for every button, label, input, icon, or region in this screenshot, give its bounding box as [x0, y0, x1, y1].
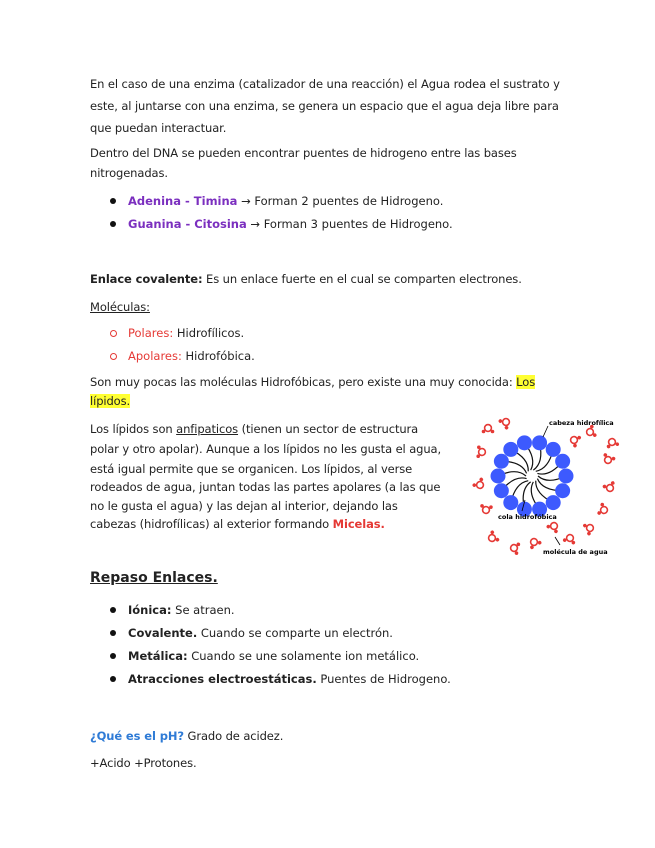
water-molecule	[602, 481, 617, 494]
hydrophilic-head	[503, 495, 518, 510]
note-highlight: Los	[516, 375, 536, 389]
pair-name: Guanina - Citosina	[128, 217, 247, 231]
lipids-line-5: no le gusta el agua) y las dejan al interior, dejando las	[90, 499, 398, 513]
lipids-line-4: rodeados de agua, juntan todas las partes apolares (a las que	[90, 480, 441, 494]
hydrophobic-note-line-1	[90, 371, 535, 393]
intro-line-2: este, al juntarse con una enzima, se genera un espacio que el agua deja libre para	[90, 99, 559, 113]
hydrophilic-head	[546, 495, 561, 510]
figure-labels	[498, 419, 614, 556]
water-molecule	[482, 425, 495, 434]
hydrophilic-head	[503, 442, 518, 457]
ph-protons-line: +Acido +Protones.	[90, 756, 197, 770]
lipids-line-6	[90, 513, 385, 535]
hydrophilic-head	[555, 483, 570, 498]
water-molecule	[509, 541, 520, 555]
pair-desc: → Forman 2 puentes de Hidrogeno.	[241, 194, 444, 208]
review-list	[110, 599, 451, 691]
water-molecule	[562, 533, 577, 545]
hydrophilic-head	[532, 435, 547, 450]
water-molecule	[476, 445, 486, 458]
molecules-label-text: Moléculas:	[90, 300, 150, 314]
molecule-desc: Hidrofílicos.	[173, 326, 245, 340]
label-head: cabeza hidrofílica	[549, 419, 614, 427]
water-molecule	[527, 536, 542, 550]
water-molecule	[568, 433, 582, 448]
note-highlight: lípidos.	[90, 394, 131, 408]
molecules-list	[110, 322, 255, 368]
ph-question: ¿Qué es el pH?	[90, 729, 184, 743]
bond-desc: Cuando se comparte un electrón.	[197, 626, 393, 640]
hydrophobic-note-line-2	[90, 390, 130, 412]
covalent-desc: Es un enlace fuerte en el cual se comparten electrones.	[202, 272, 522, 286]
bond-term: Iónica:	[128, 603, 172, 617]
water-molecule	[597, 502, 609, 517]
intro-line-3: que puedan interactuar.	[90, 121, 227, 135]
dna-line-1: Dentro del DNA se pueden encontrar puentes de hidrogeno entre las bases	[90, 146, 517, 160]
ph-question-line	[90, 725, 283, 747]
pair-desc: → Forman 3 puentes de Hidrogeno.	[250, 217, 453, 231]
covalent-term: Enlace covalente:	[90, 272, 203, 286]
hydrophilic-head	[559, 469, 574, 484]
water-molecule	[498, 415, 513, 430]
molecule-desc: Hidrofóbica.	[181, 349, 255, 363]
hydrophilic-head	[491, 469, 506, 484]
water-molecule	[601, 453, 616, 466]
hydrophilic-head	[546, 442, 561, 457]
lipids-text: cabezas (hidrofílicas) al exterior formando	[90, 517, 333, 531]
lipids-line-3: está igual permite que se organicen. Los lípidos, al verse	[90, 462, 413, 476]
review-title: Repaso Enlaces.	[90, 570, 218, 586]
lipids-text: Los lípidos son	[90, 422, 177, 436]
dna-pairs-list	[110, 190, 453, 236]
intro-line-1: En el caso de una enzima (catalizador de una reacción) el Agua rodea el sustrato y	[90, 77, 560, 91]
bond-desc: Cuando se une solamente ion metálico.	[187, 649, 420, 663]
micelle-core	[491, 435, 574, 516]
label-tail: cola hidrofóbica	[498, 513, 557, 521]
lipids-text: (tienen un sector de estructura	[238, 422, 419, 436]
list-item	[110, 668, 451, 691]
list-item	[110, 645, 451, 668]
list-item	[110, 322, 255, 345]
list-item	[110, 622, 451, 645]
bond-term: Covalente.	[128, 626, 198, 640]
micelle-figure	[470, 410, 630, 562]
list-item	[110, 213, 453, 236]
molecule-type: Apolares:	[128, 349, 182, 363]
hydrophilic-head	[494, 483, 509, 498]
water-molecule	[479, 504, 493, 514]
bond-desc: Puentes de Hidrogeno.	[316, 672, 451, 686]
list-item	[110, 190, 453, 213]
molecules-label	[90, 296, 150, 318]
hydrophilic-head	[494, 454, 509, 469]
micelas-term: Micelas.	[332, 517, 385, 531]
note-text: Son muy pocas las moléculas Hidrofóbicas, pero existe una muy conocida:	[90, 375, 517, 389]
pair-name: Adenina - Timina	[128, 194, 238, 208]
water-molecule	[546, 520, 561, 534]
molecule-type: Polares:	[128, 326, 174, 340]
lipids-line-2: polar y otro apolar). Aunque a los lípidos no les gusta el agua,	[90, 442, 442, 456]
bond-term: Metálica:	[128, 649, 188, 663]
lipids-line-1	[90, 418, 418, 440]
water-molecule	[486, 530, 500, 545]
water-molecules	[472, 415, 620, 555]
water-molecule	[582, 521, 595, 536]
ph-answer: Grado de acidez.	[183, 729, 284, 743]
water-molecule	[472, 477, 487, 492]
bond-desc: Se atraen.	[171, 603, 235, 617]
hydrophilic-head	[517, 435, 532, 450]
covalent-definition	[90, 268, 522, 290]
list-item	[110, 599, 451, 622]
bond-term: Atracciones electroestáticas.	[128, 672, 317, 686]
hydrophilic-head	[555, 454, 570, 469]
lipids-term: anfipaticos	[176, 422, 239, 436]
water-molecule	[605, 437, 619, 449]
dna-line-2: nitrogenadas.	[90, 166, 168, 180]
label-water: molécula de agua	[543, 548, 608, 556]
list-item	[110, 345, 255, 368]
